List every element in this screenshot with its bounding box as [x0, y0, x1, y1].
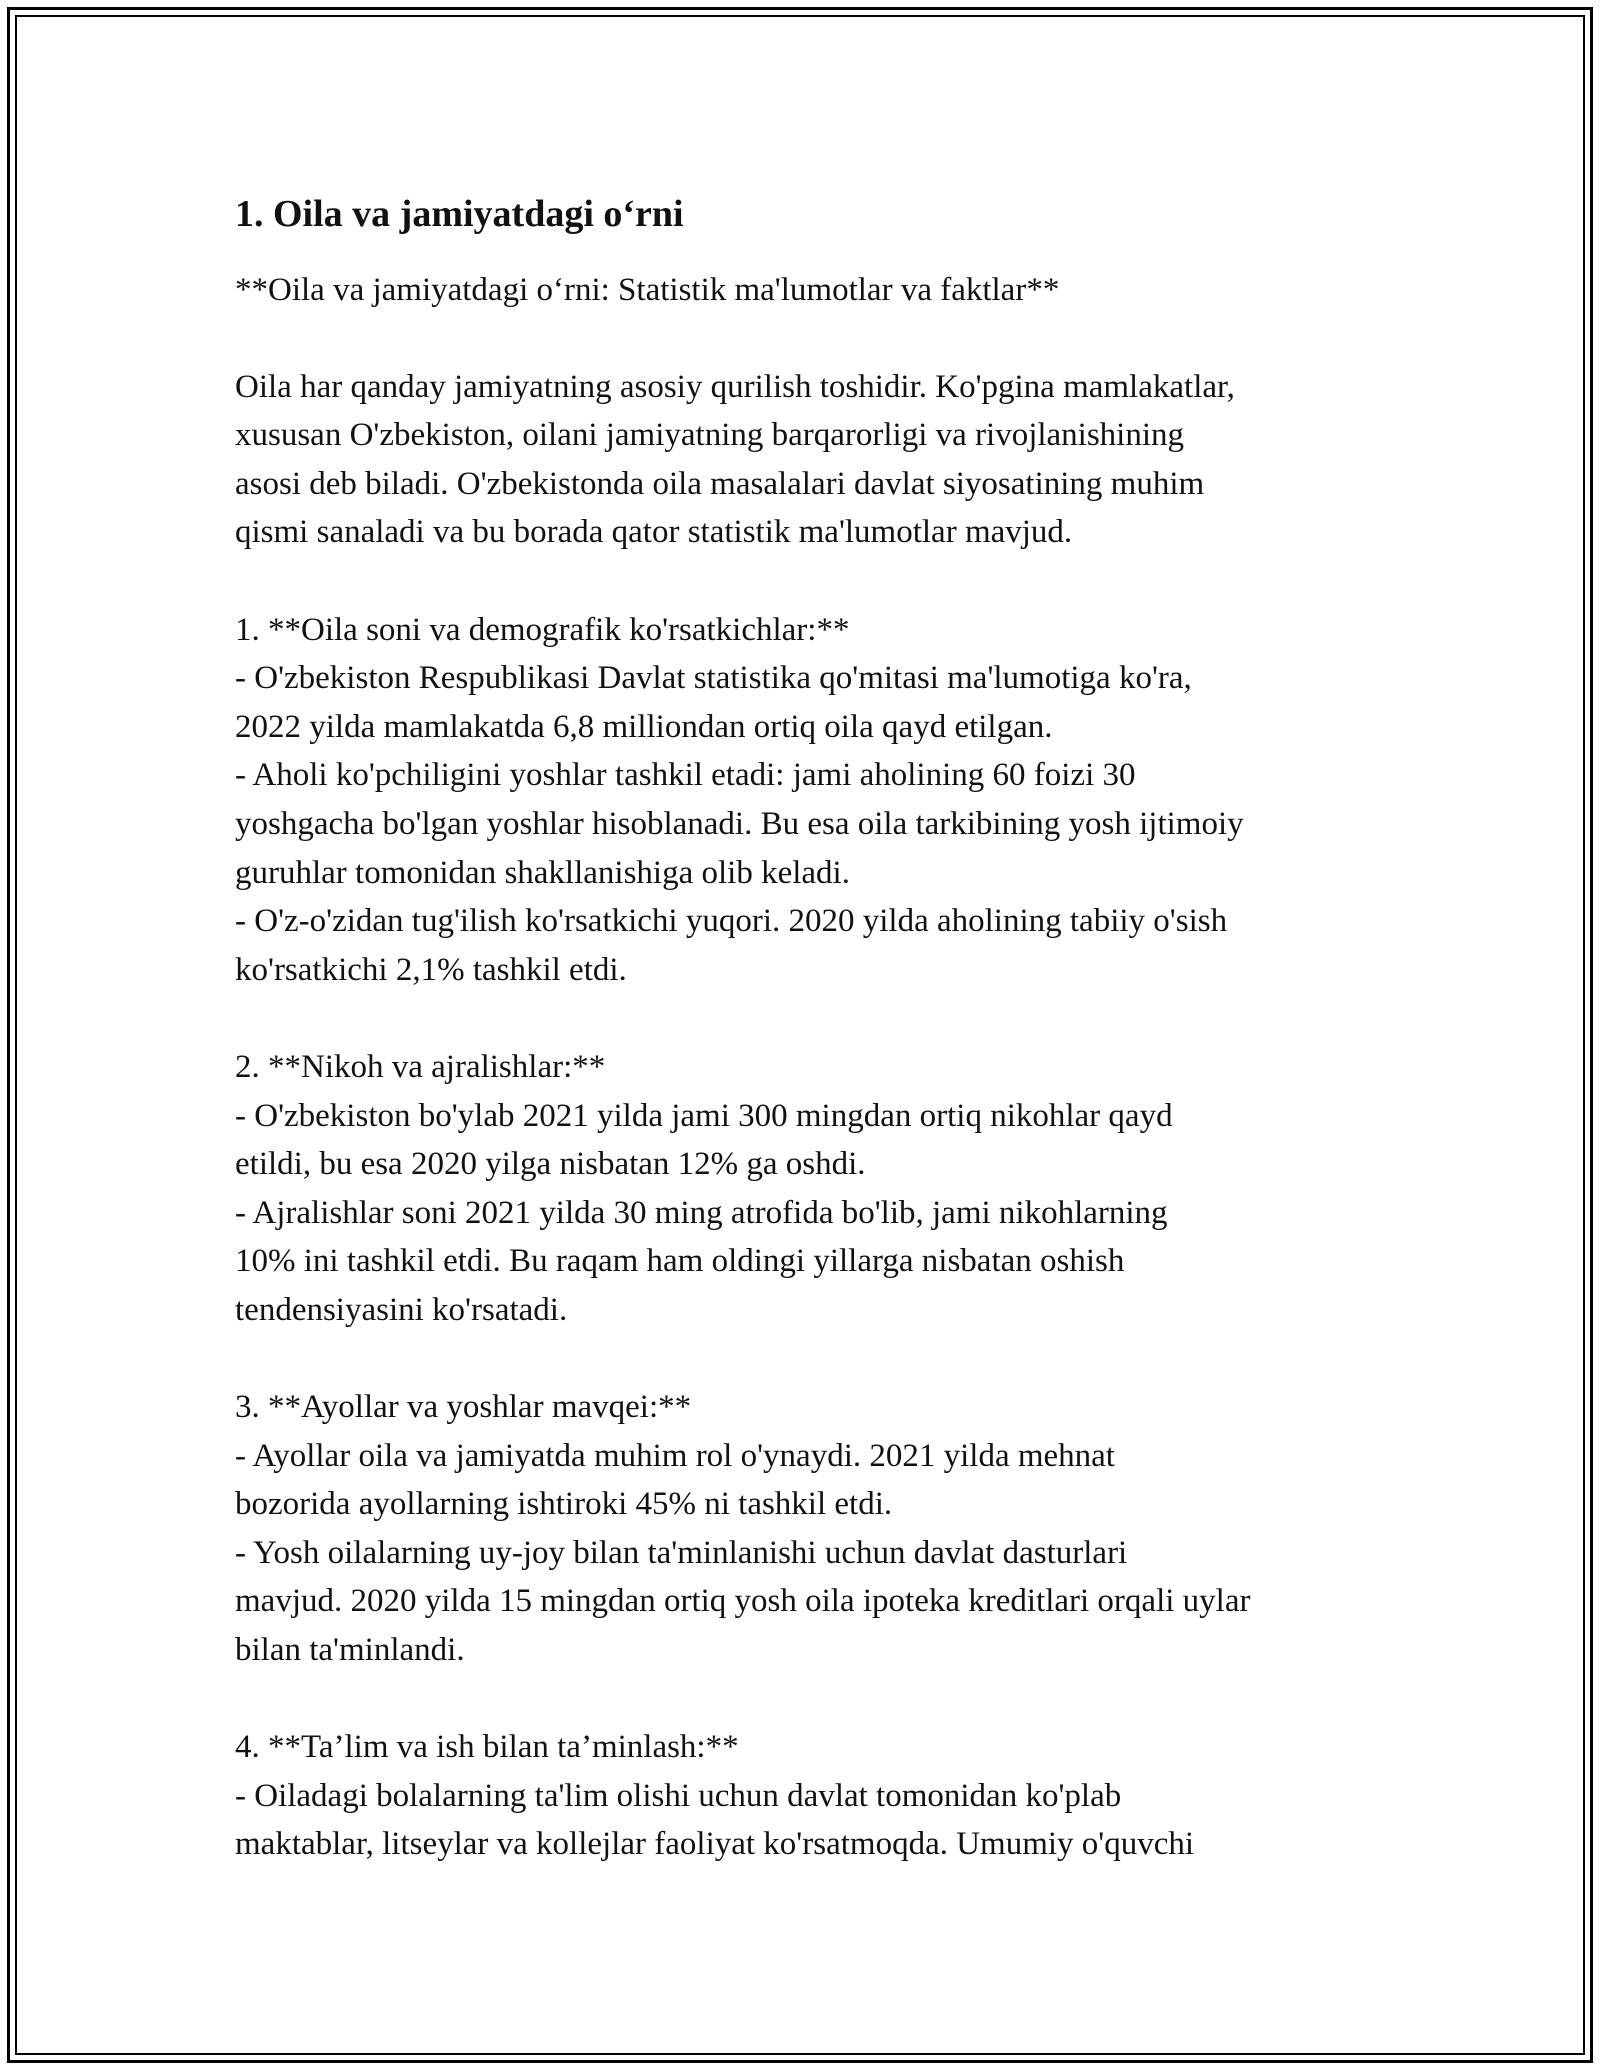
section-heading: 1. **Oila soni va demografik ko'rsatkichlar:** — [235, 611, 850, 648]
paragraph-gap — [235, 557, 1385, 606]
section-demographics — [235, 606, 1385, 995]
page-title: 1. Oila va jamiyatdagi o‘rni — [235, 193, 684, 235]
paragraph-gap — [235, 1334, 1385, 1383]
section-heading: 2. **Nikoh va ajralishlar:** — [235, 1048, 606, 1085]
intro-paragraph: Oila har qanday jamiyatning asosiy qurilish toshidir. Ko'pgina mamlakatlar, xususan O'zbekiston, oilani jamiyatning barqarorligi va rivojlanishining asosi deb biladi. O'zbekistonda oila masalalari davlat siyosatining muhim qismi sanaladi va bu borada qator statistik ma'lumotlar mavjud. — [235, 368, 1235, 551]
paragraph-gap — [235, 1675, 1385, 1724]
section-women-youth — [235, 1383, 1385, 1675]
section-body: - O'zbekiston bo'ylab 2021 yilda jami 300 mingdan ortiq nikohlar qayd etildi, bu esa 2020 yilga nisbatan 12% ga oshdi. - Ajralishlar soni 2021 yilda 30 ming atrofida bo'lib, jami nikohlarning 10% ini tashkil etdi. Bu raqam ham oldingi yillarga nisbatan oshish tendensiyasini ko'rsatadi. — [235, 1097, 1173, 1328]
section-body: - O'zbekiston Respublikasi Davlat statistika qo'mitasi ma'lumotiga ko'ra, 2022 yilda mamlakatda 6,8 milliondan ortiq oila qayd etilgan. - Aholi ko'pchiligini yoshlar tashkil etadi: jami aholining 60 foizi 30 yoshgacha bo'lgan yoshlar hisoblanadi. Bu esa oila tarkibining yosh ijtimoiy guruhlar tomonidan shakllanishiga olib keladi. - O'z-o'zidan tug'ilish ko'rsatkichi yuqori. 2020 yilda aholining tabiiy o'sish ko'rsatkichi 2,1% tashkil etdi. — [235, 660, 1244, 988]
section-body: - Oiladagi bolalarning ta'lim olishi uchun davlat tomonidan ko'plab maktablar, litseylar va kollejlar faoliyat ko'rsatmoqda. Umumiy o'quvchi — [235, 1777, 1195, 1863]
section-body: - Ayollar oila va jamiyatda muhim rol o'ynaydi. 2021 yilda mehnat bozorida ayollarning ishtiroki 45% ni tashkil etdi. - Yosh oilalarning uy-joy bilan ta'minlanishi uchun davlat dasturlari mavjud. 2020 yilda 15 mingdan ortiq yosh oila ipoteka kreditlari orqali uylar bilan ta'minlandi. — [235, 1437, 1251, 1669]
section-education — [235, 1723, 1385, 1869]
document-subtitle: **Oila va jamiyatdagi o‘rni: Statistik ma'lumotlar va faktlar** — [235, 272, 1060, 308]
section-heading: 4. **Ta’lim va ish bilan ta’minlash:** — [235, 1729, 739, 1766]
section-heading: 3. **Ayollar va yoshlar mavqei:** — [235, 1389, 692, 1426]
section-marriage — [235, 1043, 1385, 1335]
paragraph-gap — [235, 314, 1385, 363]
document-body — [235, 188, 1385, 1869]
paragraph-gap — [235, 994, 1385, 1043]
